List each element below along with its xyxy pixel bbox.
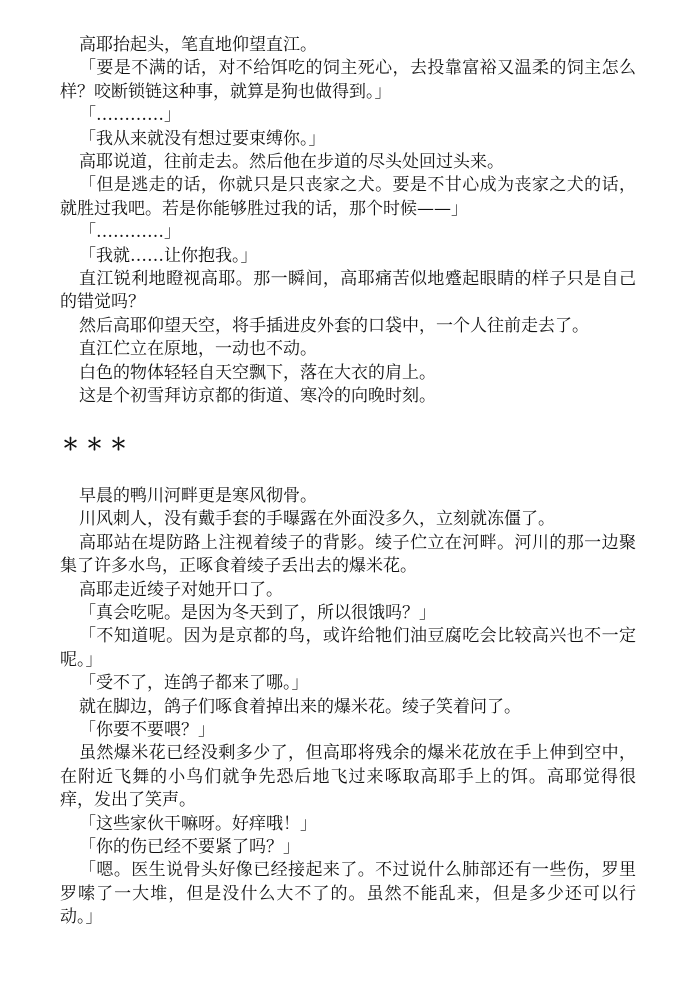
paragraph: 川风刺人，没有戴手套的手曝露在外面没多久，立刻就冻僵了。 bbox=[79, 509, 555, 530]
paragraph: 「…………」 bbox=[79, 222, 181, 243]
section-gap bbox=[60, 457, 636, 485]
paragraph: 白色的物体轻轻自天空飘下，落在大衣的肩上。 bbox=[79, 362, 436, 383]
paragraph: 「…………」 bbox=[79, 105, 181, 126]
section-gap bbox=[60, 409, 636, 434]
paragraph: 高耶抬起头，笔直地仰望直江。 bbox=[79, 35, 317, 55]
paragraph: 「不知道呢。因为是京都的鸟，或许给牠们油豆腐吃会比较高兴也不一定呢。」 bbox=[60, 626, 636, 670]
paragraph: 早晨的鸭川河畔更是寒风彻骨。 bbox=[79, 485, 317, 506]
paragraph: 然后高耶仰望天空，将手插进皮外套的口袋中，一个人往前走去了。 bbox=[79, 315, 589, 336]
paragraph: 「这些家伙干嘛呀。好痒哦！」 bbox=[79, 813, 317, 834]
paragraph: 「你要不要喂？」 bbox=[79, 719, 215, 740]
paragraph: 就在脚边，鸽子们啄食着掉出来的爆米花。绫子笑着问了。 bbox=[79, 696, 521, 717]
novel-page bbox=[60, 34, 636, 930]
paragraph: 「你的伤已经不要紧了吗？」 bbox=[79, 836, 300, 857]
paragraph: 直江伫立在原地，一动也不动。 bbox=[79, 339, 317, 360]
paragraph: 直江锐利地瞪视高耶。那一瞬间，高耶痛苦似地蹙起眼睛的样子只是自己的错觉吗？ bbox=[60, 269, 636, 313]
paragraph: 「但是逃走的话，你就只是只丧家之犬。要是不甘心成为丧家之犬的话，就胜过我吧。若是你能够胜过我的话，那个时候——」 bbox=[60, 175, 636, 219]
paragraph: 「嗯。医生说骨头好像已经接起来了。不过说什么肺部还有一些伤，罗里罗嗦了一大堆，但是没什么大不了的。虽然不能乱来，但是多少还可以行动。」 bbox=[60, 860, 636, 928]
paragraph: 这是个初雪拜访京都的街道、寒冷的向晚时刻。 bbox=[79, 386, 436, 407]
paragraph: 「真会吃呢。是因为冬天到了，所以很饿吗？」 bbox=[79, 602, 436, 623]
paragraph: 「要是不满的话，对不给饵吃的饲主死心，去投靠富裕又温柔的饲主怎么样？咬断锁链这种事，就算是狗也做得到。」 bbox=[60, 58, 636, 102]
paragraph: 高耶走近绫子对她开口了。 bbox=[79, 579, 283, 600]
paragraph: 高耶说道，往前走去。然后他在步道的尽头处回过头来。 bbox=[79, 152, 504, 173]
paragraph: 虽然爆米花已经没剩多少了，但高耶将残余的爆米花放在手上伸到空中，在附近飞舞的小鸟们就争先恐后地飞过来啄取高耶手上的饵。高耶觉得很痒，发出了笑声。 bbox=[60, 743, 636, 811]
paragraph: 「我就……让你抱我。」 bbox=[79, 245, 258, 266]
paragraph: 高耶站在堤防路上注视着绫子的背影。绫子伫立在河畔。河川的那一边聚集了许多水鸟，正啄食着绫子丢出去的爆米花。 bbox=[60, 532, 636, 577]
paragraph: 「我从来就没有想过要束缚你。」 bbox=[79, 128, 326, 149]
scene-separator: ＊＊＊ bbox=[62, 434, 134, 455]
paragraph: 「受不了，连鸽子都来了哪。」 bbox=[79, 673, 309, 694]
